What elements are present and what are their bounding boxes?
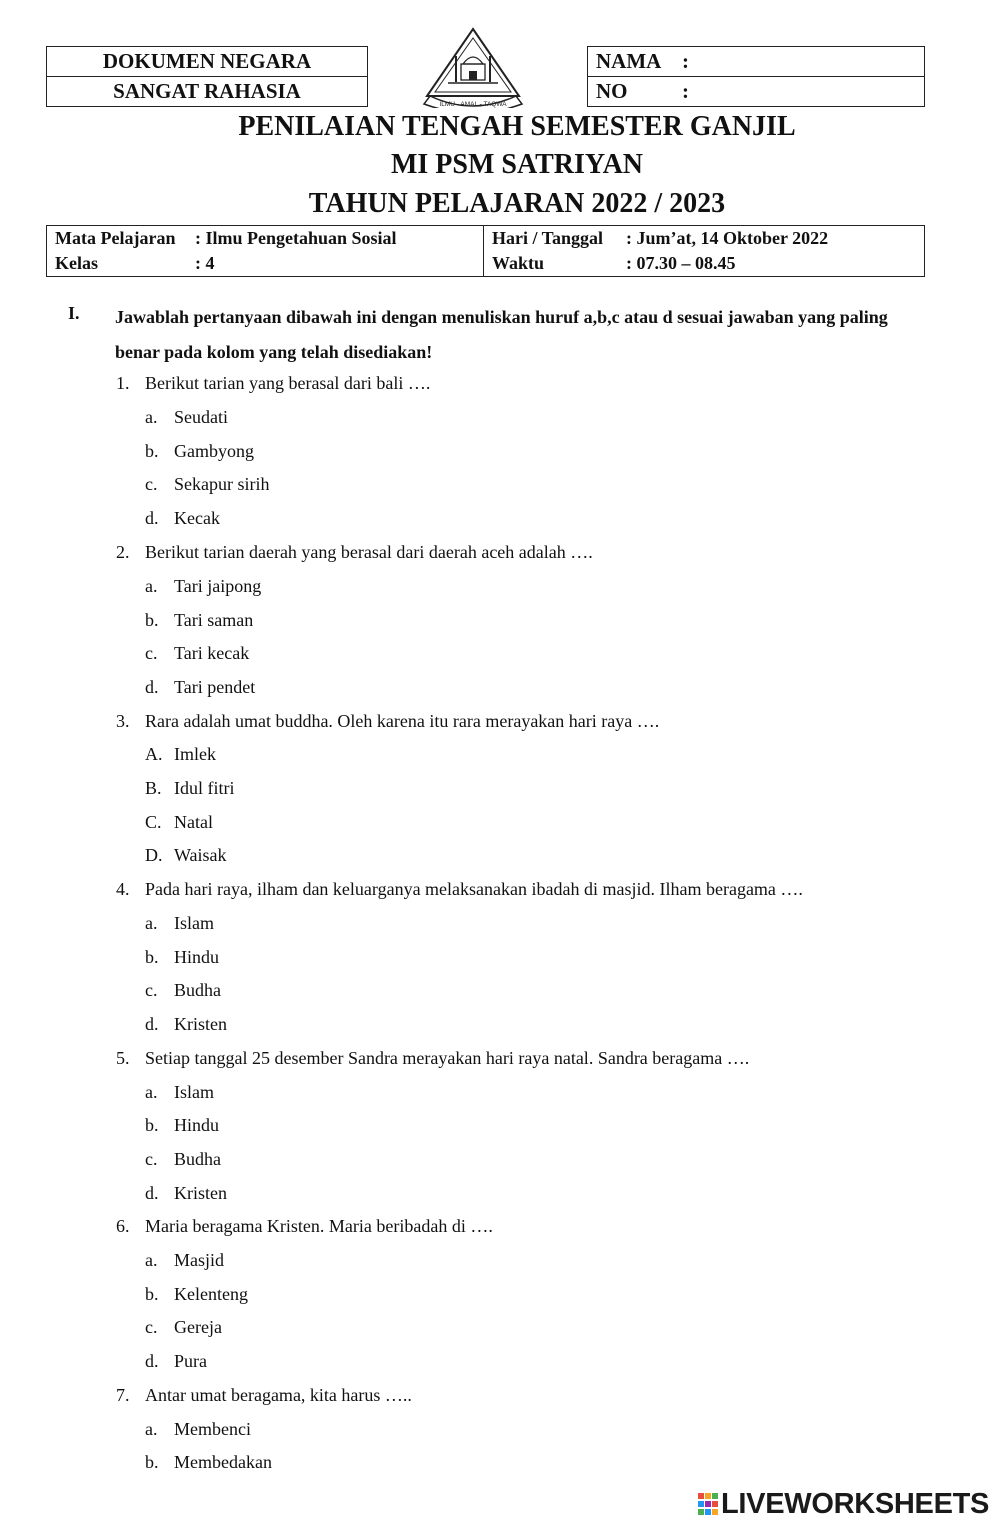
option-letter: b. [145, 1115, 159, 1135]
option-letter: d. [145, 1183, 159, 1203]
option-text: Tari saman [174, 610, 254, 630]
option-letter: a. [145, 1082, 158, 1102]
option-text: Budha [174, 980, 221, 1000]
date-label: Hari / Tanggal [492, 228, 604, 248]
question [116, 1046, 749, 1070]
nama-field[interactable] [588, 47, 925, 77]
class-value: : 4 [195, 253, 215, 273]
subject-cell [47, 226, 484, 277]
answer-option[interactable] [145, 1181, 227, 1205]
academic-year: TAHUN PELAJARAN 2022 / 2023 [308, 188, 726, 219]
answer-option[interactable] [145, 1349, 207, 1373]
option-text: Membedakan [174, 1452, 272, 1472]
question-number: 7. [116, 1385, 130, 1405]
option-text: Membenci [174, 1419, 251, 1439]
document-classification-box [46, 46, 368, 107]
option-letter: d. [145, 1014, 159, 1034]
answer-option[interactable] [145, 506, 220, 530]
question-text: Berikut tarian yang berasal dari bali …. [145, 373, 431, 393]
question-number: 4. [116, 879, 130, 899]
question-text: Pada hari raya, ilham dan keluarganya melaksanakan ibadah di masjid. Ilham beragama …. [145, 879, 803, 899]
question-number: 2. [116, 542, 130, 562]
answer-option[interactable] [145, 1248, 224, 1272]
option-text: Islam [174, 913, 214, 933]
option-text: Idul fitri [174, 778, 235, 798]
answer-option[interactable] [145, 675, 255, 699]
answer-option[interactable] [145, 1450, 272, 1474]
option-text: Kristen [174, 1183, 227, 1203]
answer-option[interactable] [145, 472, 269, 496]
option-letter: d. [145, 677, 159, 697]
option-text: Imlek [174, 744, 216, 764]
liveworksheets-logo-icon [697, 1492, 719, 1516]
school-name: MI PSM SATRIYAN [390, 149, 644, 180]
date-value: : Jum’at, 14 Oktober 2022 [626, 228, 829, 248]
answer-option[interactable] [145, 1315, 222, 1339]
option-text: Kelenteng [174, 1284, 248, 1304]
schedule-cell [484, 226, 925, 277]
option-letter: b. [145, 441, 159, 461]
question [116, 1214, 493, 1238]
option-letter: c. [145, 474, 158, 494]
school-logo [416, 26, 530, 108]
option-letter: d. [145, 508, 159, 528]
section-number: I. [68, 303, 80, 323]
answer-option[interactable] [145, 742, 216, 766]
option-text: Seudati [174, 407, 228, 427]
question [116, 709, 659, 733]
answer-option[interactable] [145, 405, 228, 429]
option-text: Kecak [174, 508, 220, 528]
time-value: : 07.30 – 08.45 [626, 253, 736, 273]
question-number: 3. [116, 711, 130, 731]
no-field[interactable] [588, 77, 925, 107]
option-letter: C. [145, 812, 162, 832]
question [116, 540, 593, 564]
subject-label: Mata Pelajaran [55, 228, 176, 248]
no-label: NO [596, 79, 628, 103]
answer-option[interactable] [145, 978, 221, 1002]
option-letter: c. [145, 980, 158, 1000]
option-text: Tari kecak [174, 643, 250, 663]
answer-option[interactable] [145, 911, 214, 935]
answer-option[interactable] [145, 1282, 248, 1306]
answer-option[interactable] [145, 1417, 251, 1441]
option-text: Budha [174, 1149, 221, 1169]
option-text: Pura [174, 1351, 207, 1371]
question-text: Maria beragama Kristen. Maria beribadah di …. [145, 1216, 493, 1236]
option-letter: a. [145, 913, 158, 933]
nama-label: NAMA [596, 49, 662, 73]
option-letter: b. [145, 947, 159, 967]
option-text: Waisak [174, 845, 227, 865]
class-label: Kelas [55, 253, 98, 273]
question-number: 6. [116, 1216, 130, 1236]
nama-separator: : [682, 49, 689, 73]
subject-value: : Ilmu Pengetahuan Sosial [195, 228, 397, 248]
question-text: Setiap tanggal 25 desember Sandra merayakan hari raya natal. Sandra beragama …. [145, 1048, 750, 1068]
option-text: Sekapur sirih [174, 474, 270, 494]
answer-option[interactable] [145, 843, 227, 867]
section-instruction: Jawablah pertanyaan dibawah ini dengan menuliskan huruf a,b,c atau d sesuai jawaban yang paling benar pada kolom yang telah disediakan! [115, 307, 888, 362]
option-letter: d. [145, 1351, 159, 1371]
liveworksheets-text: LIVEWORKSHEETS [721, 1488, 990, 1520]
answer-option[interactable] [145, 574, 261, 598]
time-label: Waktu [492, 253, 545, 273]
logo-motto: ILMU - AMAL - TAQWA [439, 101, 507, 108]
option-letter: a. [145, 1250, 158, 1270]
option-text: Natal [174, 812, 213, 832]
answer-option[interactable] [145, 1012, 227, 1036]
option-text: Gambyong [174, 441, 254, 461]
option-text: Hindu [174, 1115, 219, 1135]
question [116, 877, 803, 901]
option-text: Kristen [174, 1014, 227, 1034]
option-text: Masjid [174, 1250, 225, 1270]
answer-option[interactable] [145, 439, 254, 463]
question-number: 1. [116, 373, 130, 393]
option-letter: a. [145, 407, 158, 427]
student-id-box [587, 46, 925, 107]
answer-option[interactable] [145, 641, 249, 665]
answer-option[interactable] [145, 810, 213, 834]
exam-title: PENILAIAN TENGAH SEMESTER GANJIL [238, 111, 796, 142]
question-text: Rara adalah umat buddha. Oleh karena itu rara merayakan hari raya …. [145, 711, 660, 731]
option-letter: c. [145, 1317, 158, 1337]
option-letter: a. [145, 1419, 158, 1439]
option-letter: c. [145, 643, 158, 663]
option-letter: b. [145, 610, 159, 630]
option-text: Gereja [174, 1317, 222, 1337]
answer-option[interactable] [145, 1147, 221, 1171]
option-letter: a. [145, 576, 158, 596]
question [116, 1383, 412, 1407]
question-number: 5. [116, 1048, 130, 1068]
doc-label-negara: DOKUMEN NEGARA [47, 47, 368, 77]
option-text: Hindu [174, 947, 219, 967]
exam-info-table [46, 225, 925, 277]
option-text: Tari jaipong [174, 576, 262, 596]
answer-option[interactable] [145, 1080, 214, 1104]
option-text: Islam [174, 1082, 214, 1102]
option-letter: b. [145, 1284, 159, 1304]
no-separator: : [682, 79, 689, 103]
answer-option[interactable] [145, 945, 219, 969]
question [116, 371, 430, 395]
question-text: Berikut tarian daerah yang berasal dari daerah aceh adalah …. [145, 542, 593, 562]
answer-option[interactable] [145, 1113, 219, 1137]
option-letter: B. [145, 778, 162, 798]
option-letter: c. [145, 1149, 158, 1169]
option-letter: A. [145, 744, 163, 764]
doc-label-rahasia: SANGAT RAHASIA [47, 77, 368, 107]
question-text: Antar umat beragama, kita harus ….. [145, 1385, 412, 1405]
option-text: Tari pendet [174, 677, 256, 697]
answer-option[interactable] [145, 608, 253, 632]
answer-option[interactable] [145, 776, 235, 800]
option-letter: b. [145, 1452, 159, 1472]
option-letter: D. [145, 845, 163, 865]
